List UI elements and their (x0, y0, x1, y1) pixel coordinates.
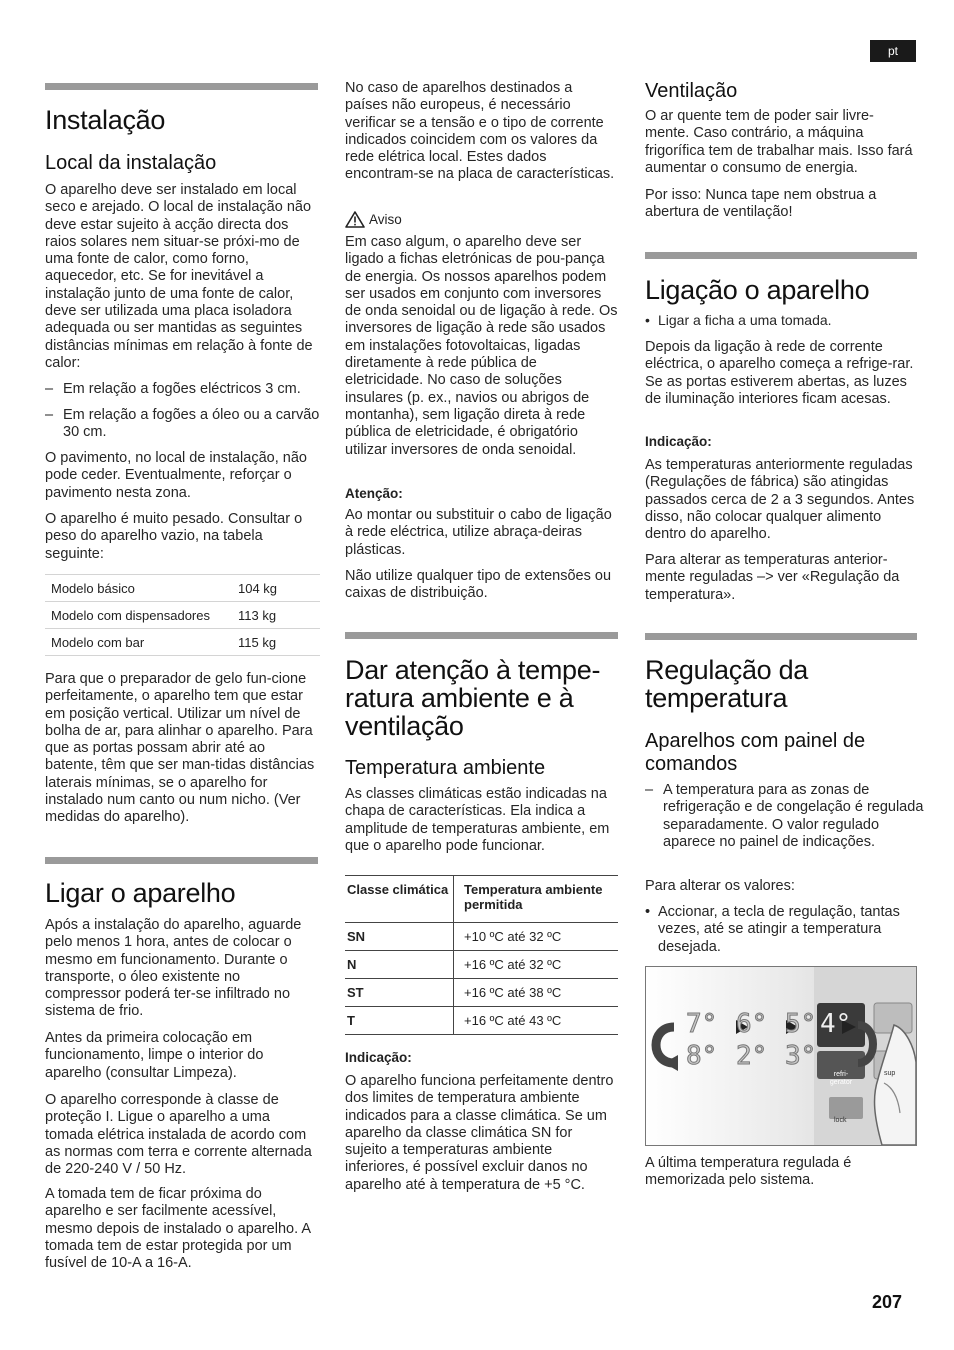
warning-label: Aviso (369, 212, 402, 227)
paragraph: Por isso: Nunca tape nem obstrua a abertura de ventilação! (645, 187, 877, 221)
paragraph: As temperaturas anteriormente reguladas (Regulações de fábrica) são atingidas passados cerca de 2 a 3 segundos. Antes disso, não colocar qualquer alimento dentro do aparelho. (645, 457, 915, 543)
bullet-marker: • (645, 312, 650, 328)
section-title-instalacao: Instalação (45, 105, 166, 135)
dash-marker: – (45, 407, 54, 423)
table-row (45, 629, 320, 656)
section-title-temperatura-ventilacao: Dar atenção à tempe-ratura ambiente e à ventilação (345, 655, 601, 741)
climate-class-cell: N (345, 951, 454, 979)
temperature-range-cell: +16 ºC até 38 ºC (454, 979, 619, 1007)
display-digit: 5° (785, 1009, 817, 1039)
page-number: 207 (872, 1292, 903, 1312)
section-rule (645, 633, 917, 640)
paragraph: O aparelho corresponde à classe de proteção I. Ligue o aparelho a uma tomada elétrica instalada de acordo com as normas com terra e corrente alternada de 220-240 V / 50 Hz. (45, 1092, 312, 1178)
dash-text: Em relação a fogões eléctricos 3 cm. (63, 381, 301, 397)
weight-cell: 113 kg (232, 602, 320, 629)
display-digit-active: 4° (820, 1009, 852, 1039)
lock-button-label[interactable]: lock (834, 1117, 847, 1124)
dash-marker: – (45, 381, 54, 397)
paragraph: Depois da ligação à rede de corrente eléctrica, o aparelho começa a refrige-rar. Se as portas estiverem abertas, as luzes de iluminação interiores ficam acesas. (645, 339, 914, 407)
note-label: Indicação: (345, 1050, 412, 1065)
section-rule (45, 857, 318, 864)
paragraph: Não utilize qualquer tipo de extensões ou caixas de distribuição. (345, 568, 612, 602)
model-cell: Modelo com dispensadores (45, 602, 232, 629)
dash-list-item (45, 407, 336, 442)
paragraph: Ao montar ou substituir o cabo de ligação à rede eléctrica, utilize abraça-deiras plásticas. (345, 507, 612, 558)
display-digit: 8° (686, 1041, 718, 1071)
display-digit: 7° (686, 1009, 718, 1039)
attention-label: Atenção: (345, 486, 403, 501)
section-rule (645, 252, 917, 259)
paragraph: Antes da primeira colocação em funcionamento, limpe o interior do aparelho (consultar Limpeza). (45, 1030, 264, 1081)
bullet-text: Ligar a ficha a uma tomada. (658, 312, 832, 328)
table-row (45, 575, 320, 602)
bullet-marker: • (645, 904, 651, 920)
paragraph: O aparelho deve ser instalado em local seco e arejado. O local de instalação não deve estar sujeito à acção directa dos raios solares nem situar-se próxi-mo de uma fonte de calor, como forno, aquecedor, etc. Se for inevitável a instalação junto de uma fonte de calor, deve ser utilizada uma placa isoladora adequada ou ser mantidas as seguintes distâncias mínimas em relação à fonte de calor: (45, 182, 313, 371)
section-title-ligacao: Ligação o aparelho (645, 275, 870, 305)
refrigerator-button-label[interactable]: refri-gerator (829, 1071, 853, 1086)
section-title-regulacao: Regulação da temperatura (645, 655, 809, 713)
paragraph: O aparelho é muito pesado. Consultar o peso do aparelho vazio, na tabela seguinte: (45, 511, 303, 562)
dash-marker: – (645, 782, 654, 798)
table-header: Temperatura ambiente permitida (454, 876, 619, 923)
display-digit: 3° (785, 1041, 817, 1071)
model-cell: Modelo básico (45, 575, 232, 602)
bullet-list-item (645, 312, 928, 329)
paragraph: As classes climáticas estão indicadas na chapa de características. Ela indica a amplitude de temperaturas ambiente, em que o aparelho pode funcionar. (345, 786, 610, 854)
warning-triangle-icon (345, 211, 365, 233)
dash-list-item (645, 782, 933, 851)
section-rule (345, 632, 618, 639)
table-header: Classe climática (347, 882, 449, 897)
dash-text: A temperatura para as zonas de refrigeração e de congelação é regulada separadamente. O valor regulado aparece no painel de indicações. (663, 782, 924, 850)
climate-class-cell: SN (345, 923, 454, 951)
subtitle-ventilacao: Ventilação (645, 80, 738, 102)
bullet-list-item (645, 904, 930, 956)
paragraph: No caso de aparelhos destinados a países não europeus, é necessário verificar se a tensão e o tipo de corrente indicados coincidem com os valores da rede elétrica local. Estes dados encontram-se na placa de características. (345, 80, 615, 183)
paragraph: A tomada tem de ficar próxima do aparelho e ser facilmente acessível, mesmo depois de instalado o aparelho. A tomada tem de estar protegida por um fusível de 10-A a 16-A. (45, 1186, 311, 1272)
dash-list-item (45, 381, 336, 398)
weight-cell: 104 kg (232, 575, 320, 602)
display-digit: 6° (736, 1009, 768, 1039)
weights-table (45, 574, 320, 656)
paragraph: Para que o preparador de gelo fun-cione perfeitamente, o aparelho tem que estar em posição vertical. Utilizar um nível de bolha de ar, para alinhar o aparelho. Para que as portas possam abrir até ao batente, têm que ser man-tidas distâncias laterais mínimas, se o aparelho for instalado num canto ou num nicho. (Ver medidas do aparelho). (45, 671, 315, 826)
table-row (345, 979, 618, 1007)
climate-class-cell: ST (345, 979, 454, 1007)
climate-class-cell: T (345, 1007, 454, 1035)
dash-text: Em relação a fogões a óleo ou a carvão 30 cm. (63, 407, 320, 441)
control-panel-illustration (645, 966, 917, 1146)
warning-heading (345, 211, 618, 229)
paragraph: O aparelho funciona perfeitamente dentro dos limites de temperatura ambiente indicados para a classe climática. Se um aparelho da classe climática SN for sujeito a temperaturas ambiente inferiores, é possível excluir danos no aparelho até à temperatura de +5 °C. (345, 1073, 614, 1193)
paragraph: Para alterar as temperaturas anterior-mente reguladas –> ver «Regulação da temperatura». (645, 552, 900, 603)
table-row (45, 602, 320, 629)
subtitle-local-instalacao: Local da instalação (45, 152, 217, 174)
section-rule (45, 83, 318, 90)
subtitle-painel-comandos: Aparelhos com painel de comandos (645, 730, 866, 775)
paragraph: Para alterar os valores: (645, 878, 795, 894)
temperature-range-cell: +16 ºC até 32 ºC (454, 951, 619, 979)
note-label: Indicação: (645, 434, 712, 449)
bullet-text: Accionar, a tecla de regulação, tantas vezes, até se atingir a temperatura desejada. (658, 904, 900, 955)
paragraph: O ar quente tem de poder sair livre-mente. Caso contrário, a máquina frigorífica tem de trabalhar mais. Isso fará aumentar o consumo de energia. (645, 108, 913, 176)
model-cell: Modelo com bar (45, 629, 232, 656)
language-tag: pt (870, 40, 916, 62)
temperature-range-cell: +10 ºC até 32 ºC (454, 923, 619, 951)
display-digit: 2° (736, 1041, 768, 1071)
paragraph: A última temperatura regulada é memorizada pelo sistema. (645, 1155, 852, 1189)
table-row (345, 923, 618, 951)
paragraph: Após a instalação do aparelho, aguarde pelo menos 1 hora, antes de colocar o mesmo em funcionamento. Durante o transporte, o óleo existente no compressor poderá ter-se infiltrado no sistema de frio. (45, 917, 302, 1020)
paragraph: O pavimento, no local de instalação, não pode ceder. Eventualmente, reforçar o pavimento nesta zona. (45, 450, 307, 501)
climate-class-table (345, 875, 618, 1035)
subtitle-temperatura-ambiente: Temperatura ambiente (345, 757, 546, 779)
temperature-range-cell: +16 ºC até 43 ºC (454, 1007, 619, 1035)
paragraph: Em caso algum, o aparelho deve ser ligado a fichas eletrónicas de pou-pança de energia. Os nossos aparelhos podem ser usados em conjunto com inversores de onda senoidal ou de ligação à rede. Os inversores de ligação à rede são usados em instalações fotovoltaicas, ligadas diretamente à rede pública de eletricidade. No caso de soluções insulares (p. ex., navios ou abrigos de montanha), sem ligação direta à rede pública de eletricidade, é obrigatório utilizar inversores de onda senoidal. (345, 234, 618, 458)
table-row (345, 1007, 618, 1035)
super-button-label[interactable]: sup (884, 1070, 896, 1077)
section-title-ligar: Ligar o aparelho (45, 878, 236, 908)
table-row (345, 951, 618, 979)
weight-cell: 115 kg (232, 629, 320, 656)
